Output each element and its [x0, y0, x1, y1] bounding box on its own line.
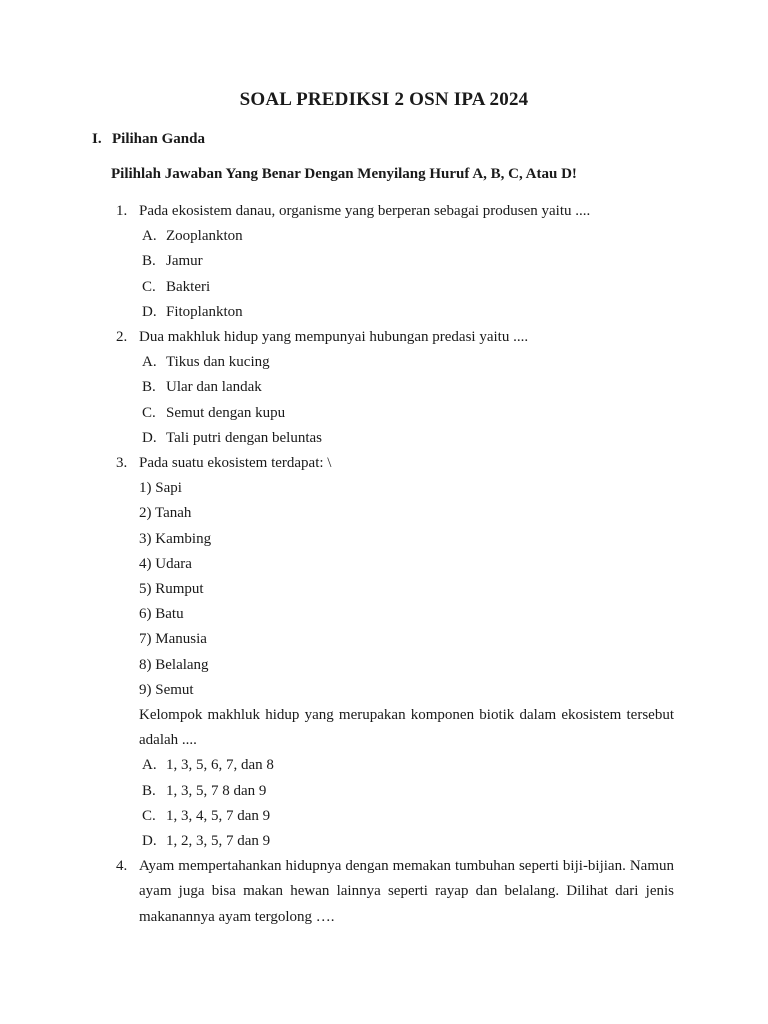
- option-text: 1, 3, 5, 7 8 dan 9: [166, 782, 267, 799]
- option-text: Bakteri: [166, 278, 211, 295]
- option-b: [0, 375, 768, 400]
- list-item: 4) Udara: [139, 555, 192, 572]
- question-prompt: Kelompok makhluk hidup yang merupakan komponen biotik dalam ekosistem tersebut adalah ....: [139, 707, 674, 749]
- list-item: 6) Batu: [139, 606, 184, 623]
- list-item: 9) Semut: [139, 681, 194, 698]
- question-text: Dua makhluk hidup yang mempunyai hubungan predasi yaitu ....: [139, 329, 529, 346]
- option-letter: B.: [142, 379, 156, 396]
- option-b: [0, 249, 768, 274]
- question-2: [0, 325, 768, 451]
- option-text: Tali putri dengan beluntas: [166, 429, 322, 446]
- option-text: Jamur: [166, 253, 203, 270]
- question-list: [0, 199, 768, 930]
- question-number: 1.: [116, 203, 128, 219]
- option-a: [0, 753, 768, 778]
- list-item: 5) Rumput: [139, 581, 204, 598]
- list-item: 7) Manusia: [139, 631, 207, 648]
- option-text: 1, 3, 4, 5, 7 dan 9: [166, 807, 271, 824]
- option-d: [0, 829, 768, 854]
- list-item: 8) Belalang: [139, 656, 209, 673]
- option-text: Fitoplankton: [166, 303, 243, 320]
- question-stem: [0, 854, 674, 930]
- question-number: 2.: [116, 329, 128, 346]
- section-heading: [92, 129, 205, 149]
- option-a: [0, 350, 768, 375]
- list-item: 1) Sapi: [139, 480, 182, 497]
- option-letter: B.: [142, 782, 156, 799]
- question-1: [0, 199, 768, 325]
- question-stem: [0, 325, 674, 350]
- option-c: [0, 401, 768, 426]
- option-letter: B.: [142, 253, 156, 270]
- option-letter: A.: [142, 757, 157, 774]
- option-c: [0, 275, 768, 300]
- question-number: 3.: [116, 455, 128, 472]
- question-4: [0, 854, 768, 930]
- question-stem: [0, 199, 674, 224]
- option-letter: D.: [142, 833, 157, 850]
- question-text: Pada suatu ekosistem terdapat: \: [139, 455, 332, 472]
- section-number: I.: [92, 131, 102, 147]
- document-title: SOAL PREDIKSI 2 OSN IPA 2024: [239, 89, 529, 110]
- option-a: [0, 224, 768, 249]
- option-letter: D.: [142, 429, 157, 446]
- option-d: [0, 300, 768, 325]
- option-letter: A.: [142, 228, 157, 245]
- option-d: [0, 426, 768, 451]
- list-item: 3) Kambing: [139, 530, 212, 547]
- question-number: 4.: [116, 858, 128, 875]
- option-text: Ular dan landak: [166, 379, 262, 396]
- option-letter: A.: [142, 354, 157, 371]
- option-text: 1, 3, 5, 6, 7, dan 8: [166, 757, 274, 774]
- option-b: [0, 779, 768, 804]
- option-letter: D.: [142, 303, 157, 320]
- question-3: [0, 451, 768, 854]
- option-text: 1, 2, 3, 5, 7 dan 9: [166, 833, 271, 850]
- list-item: 2) Tanah: [139, 505, 192, 522]
- option-letter: C.: [142, 807, 156, 824]
- question-stem: [0, 451, 674, 476]
- question-text: Pada ekosistem danau, organisme yang berperan sebagai produsen yaitu ....: [139, 203, 591, 219]
- option-text: Tikus dan kucing: [166, 354, 270, 371]
- instruction-text: Pilihlah Jawaban Yang Benar Dengan Menyilang Huruf A, B, C, Atau D!: [111, 166, 577, 182]
- option-letter: C.: [142, 404, 156, 421]
- question-text: Ayam mempertahankan hidupnya dengan memakan tumbuhan seperti biji-bijian. Namun ayam juga bisa makan hewan lainnya seperti rayap dan belalang. Dilihat dari jenis makanannya ayam tergolong ….: [139, 858, 674, 925]
- option-text: Semut dengan kupu: [166, 404, 286, 421]
- option-letter: C.: [142, 278, 156, 295]
- option-c: [0, 804, 768, 829]
- section-label: Pilihan Ganda: [112, 131, 205, 147]
- option-text: Zooplankton: [166, 228, 243, 245]
